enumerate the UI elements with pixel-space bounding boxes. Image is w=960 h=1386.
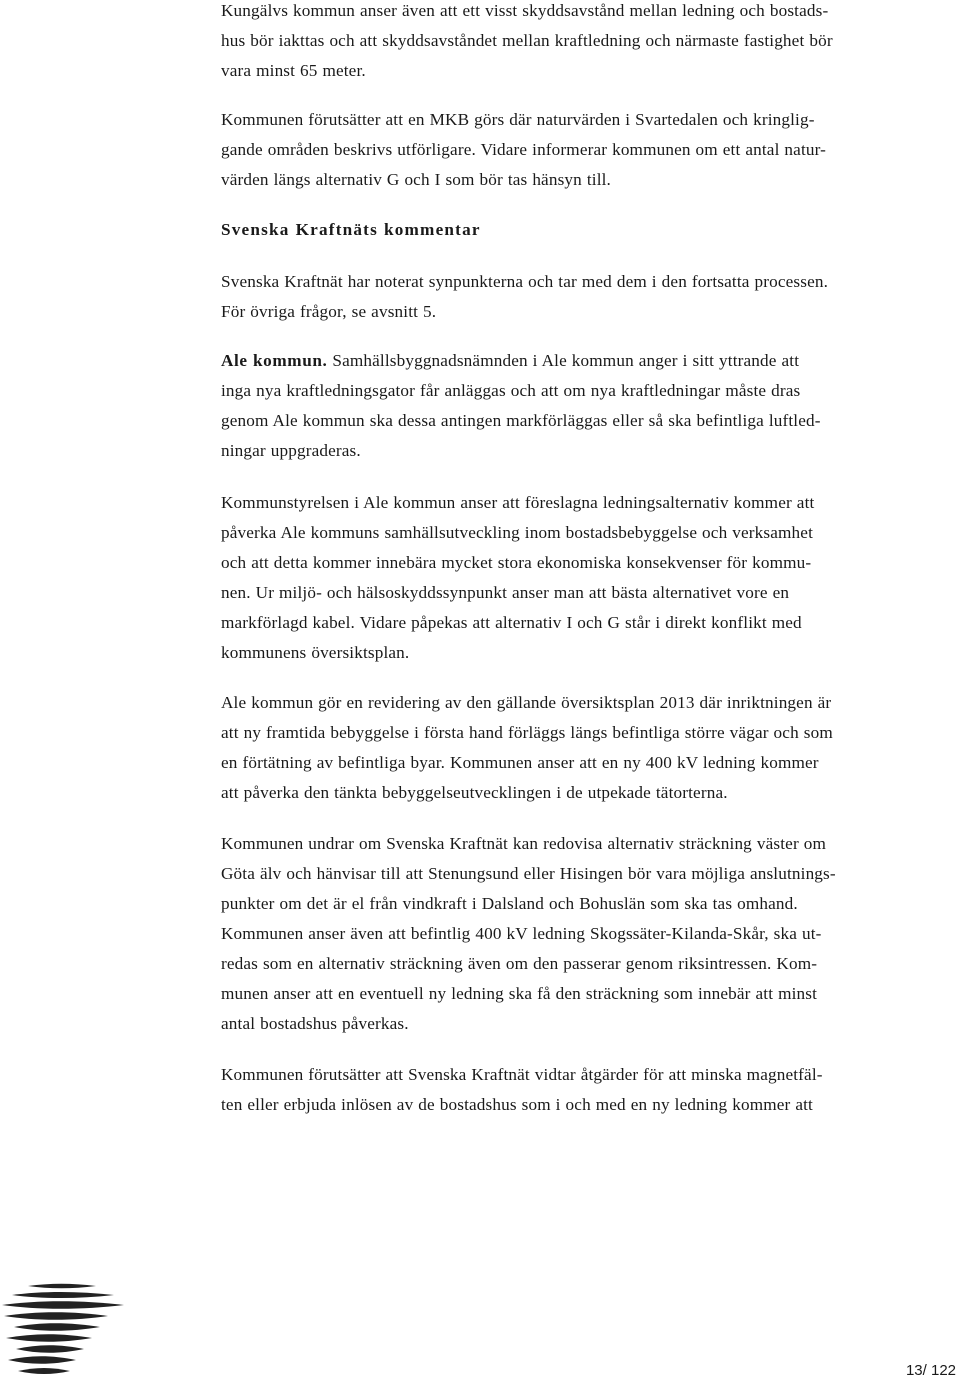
paragraph-7-line-3: punkter om det är el från vindkraft i Dalsland och Bohuslän som ska tas omhand. <box>221 894 798 913</box>
paragraph-4-line-1-text: Samhällsbyggnadsnämnden i Ale kommun anger i sitt yttrande att <box>327 351 800 370</box>
paragraph-5-line-5: markförlagd kabel. Vidare påpekas att alternativ I och G står i direkt konflikt med <box>221 613 802 632</box>
paragraph-7-line-6: munen anser att en eventuell ny ledning ska få den sträckning som innebär att minst <box>221 984 818 1003</box>
paragraph-7-line-4: Kommunen anser även att befintlig 400 kV ledning Skogssäter-Kilanda-Skår, ska ut- <box>221 924 822 943</box>
paragraph-6-line-2: att ny framtida bebyggelse i första hand förläggs längs befintliga större vägar och som <box>221 723 833 742</box>
paragraph-2-line-2: gande områden beskrivs utförligare. Vidare informerar kommunen om ett antal natur- <box>221 140 827 159</box>
paragraph-4-line-3: genom Ale kommun ska dessa antingen markförläggas eller så ska befintliga luftled- <box>221 411 821 430</box>
paragraph-3-line-2: För övriga frågor, se avsnitt 5. <box>221 302 437 321</box>
paragraph-5-line-4: nen. Ur miljö- och hälsoskyddssynpunkt anser man att bästa alternativet vore en <box>221 583 790 602</box>
paragraph-1-line-3: vara minst 65 meter. <box>221 61 366 80</box>
paragraph-8-line-2: ten eller erbjuda inlösen av de bostadshus som i och med en ny ledning kommer att <box>221 1095 813 1114</box>
paragraph-7-line-7: antal bostadshus påverkas. <box>221 1014 409 1033</box>
paragraph-5-line-3: och att detta kommer innebära mycket stora ekonomiska konsekvenser för kommu- <box>221 553 812 572</box>
paragraph-7-line-5: redas som en alternativ sträckning även om den passerar genom riksintressen. Kom- <box>221 954 818 973</box>
ale-kommun-lead: Ale kommun. <box>221 351 328 370</box>
paragraph-6-line-4: att påverka den tänkta bebyggelseutvecklingen i de utpekade tätorterna. <box>221 783 728 802</box>
section-heading-svenska-kraftnats-kommentar: Svenska Kraftnäts kommentar <box>221 220 481 239</box>
paragraph-4-line-4: ningar uppgraderas. <box>221 441 361 460</box>
paragraph-2-line-3: värden längs alternativ G och I som bör tas hänsyn till. <box>221 170 612 189</box>
svenska-kraftnat-stripes-logo-icon <box>0 1283 130 1383</box>
paragraph-4-line-2: inga nya kraftledningsgator får anläggas och att om nya kraftledningar måste dras <box>221 381 801 400</box>
paragraph-1-line-1: Kungälvs kommun anser även att ett visst skyddsavstånd mellan ledning och bostads- <box>221 1 829 20</box>
paragraph-3-line-1: Svenska Kraftnät har noterat synpunkterna och tar med dem i den fortsatta processen. <box>221 272 829 291</box>
paragraph-5-line-1: Kommunstyrelsen i Ale kommun anser att föreslagna ledningsalternativ kommer att <box>221 493 815 512</box>
paragraph-6-line-1: Ale kommun gör en revidering av den gällande översiktsplan 2013 där inriktningen är <box>221 693 832 712</box>
page-number: 13/ 122 <box>905 1362 956 1379</box>
paragraph-1-line-2: hus bör iakttas och att skyddsavståndet mellan kraftledning och närmaste fastighet bör <box>221 31 833 50</box>
paragraph-2-line-1: Kommunen förutsätter att en MKB görs där naturvärden i Svartedalen och kringlig- <box>221 110 815 129</box>
paragraph-5-line-6: kommunens översiktsplan. <box>221 643 410 662</box>
paragraph-7-line-1: Kommunen undrar om Svenska Kraftnät kan redovisa alternativ sträckning väster om <box>221 834 827 853</box>
paragraph-5-line-2: påverka Ale kommuns samhällsutveckling inom bostadsbebyggelse och verksamhet <box>221 523 813 542</box>
paragraph-8-line-1: Kommunen förutsätter att Svenska Kraftnät vidtar åtgärder för att minska magnetfäl- <box>221 1065 823 1084</box>
paragraph-4-line-1 <box>221 350 799 372</box>
paragraph-7-line-2: Göta älv och hänvisar till att Stenungsund eller Hisingen bör vara möjliga anslutnings- <box>221 864 836 883</box>
paragraph-6-line-3: en förtätning av befintliga byar. Kommunen anser att en ny 400 kV ledning kommer <box>221 753 819 772</box>
